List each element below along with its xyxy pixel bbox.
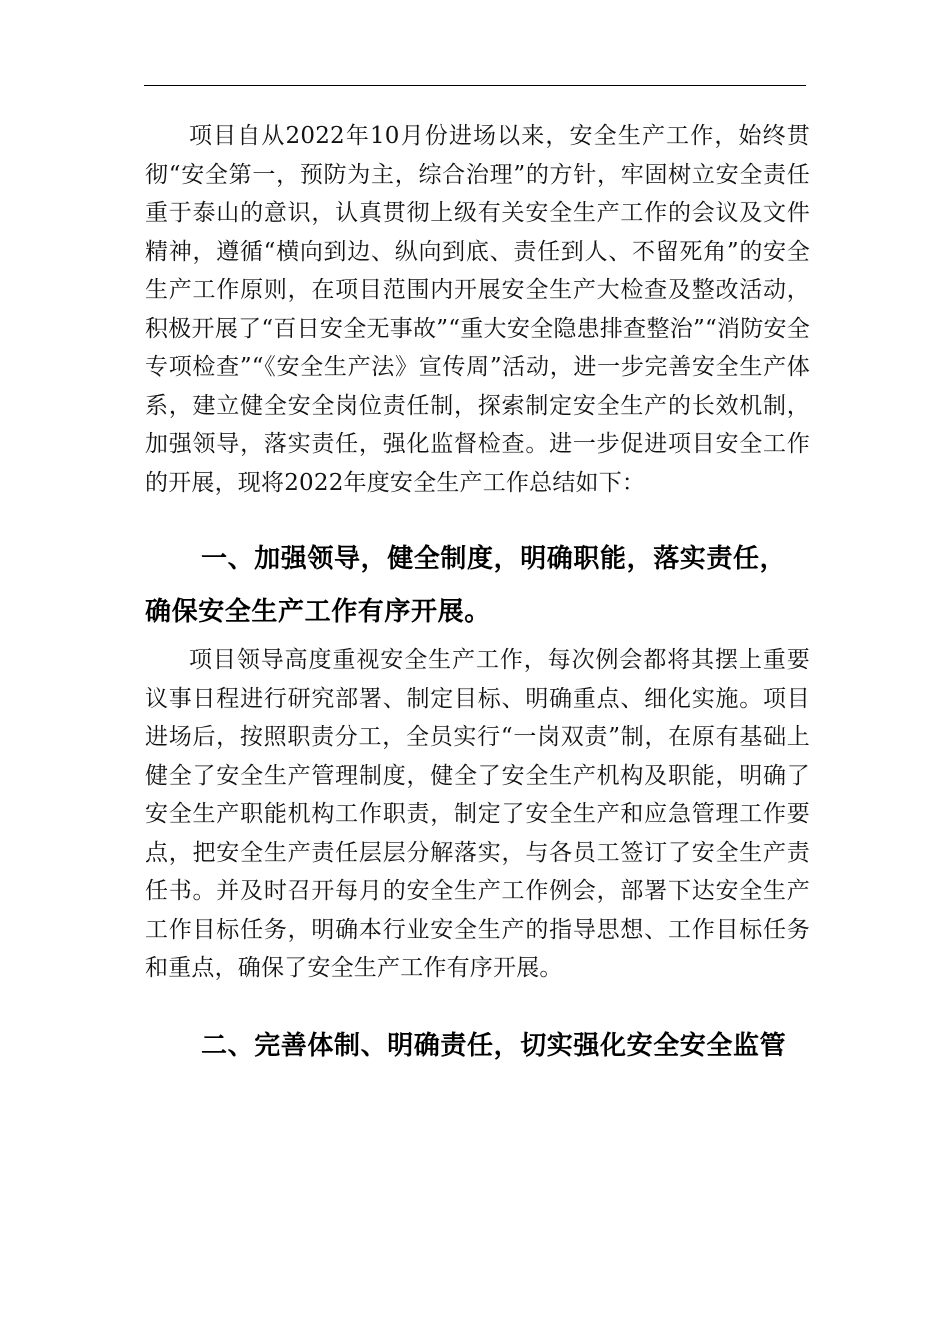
document-body bbox=[145, 117, 810, 1073]
header-rule bbox=[144, 85, 806, 86]
section-1-paragraph: 项目领导高度重视安全生产工作，每次例会都将其摆上重要议事日程进行研究部署、制定目标、明确重点、细化实施。项目进场后，按照职责分工，全员实行“一岗双责”制，在原有基础上健全了安全生产管理制度，健全了安全生产机构及职能，明确了安全生产职能机构工作职责，制定了安全生产和应急管理工作要点，把安全生产责任层层分解落实，与各员工签订了安全生产责任书。并及时召开每月的安全生产工作例会，部署下达安全生产工作目标任务，明确本行业安全生产的指导思想、工作目标任务和重点，确保了安全生产工作有序开展。 bbox=[145, 647, 810, 981]
section-2-heading: 二、完善体制、明确责任，切实强化安全安全监管 bbox=[201, 1030, 787, 1061]
intro-paragraph: 项目自从2022年10月份进场以来，安全生产工作，始终贯彻“安全第一，预防为主，综合治理”的方针，牢固树立安全责任重于泰山的意识，认真贯彻上级有关安全生产工作的会议及文件精神，遵循“横向到边、纵向到底、责任到人、不留死角”的安全生产工作原则，在项目范围内开展安全生产大检查及整改活动，积极开展了“百日安全无事故”“重大安全隐患排查整治”“消防安全专项检查”“《安全生产法》宣传周”活动，进一步完善安全生产体系，建立健全安全岗位责任制，探索制定安全生产的长效机制，加强领导，落实责任，强化监督检查。进一步促进项目安全工作的开展，现将2022年度安全生产工作总结如下： bbox=[145, 123, 810, 496]
section-1-heading: 一、加强领导，健全制度，明确职能，落实责任，确保安全生产工作有序开展。 bbox=[145, 544, 787, 627]
